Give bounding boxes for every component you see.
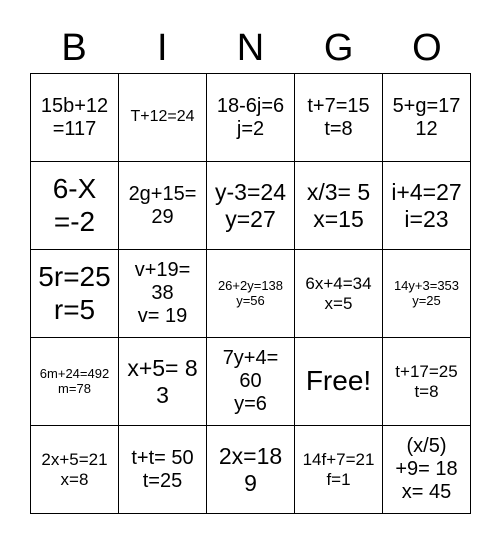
header-letter-i: I [157,27,168,69]
bingo-cell-r3-c4[interactable]: 6x+4=34 x=5 [295,250,383,338]
bingo-cell-r1-c3[interactable]: 18-6j=6 j=2 [207,74,295,162]
bingo-cell-r3-c3[interactable]: 26+2y=138 y=56 [207,250,295,338]
bingo-cell-r4-c3[interactable]: 7y+4= 60 y=6 [207,338,295,426]
bingo-cell-r5-c3[interactable]: 2x=18 9 [207,426,295,514]
bingo-cell-r5-c1[interactable]: 2x+5=21 x=8 [31,426,119,514]
header-letter-b: B [61,27,87,69]
bingo-cell-r2-c3[interactable]: y-3=24 y=27 [207,162,295,250]
bingo-header [30,22,471,74]
bingo-cell-r2-c4[interactable]: x/3= 5 x=15 [295,162,383,250]
bingo-cell-r2-c5[interactable]: i+4=27 i=23 [383,162,471,250]
bingo-cell-r4-c4-free[interactable]: Free! [295,338,383,426]
header-letter-g: G [323,27,354,69]
bingo-cell-r4-c5[interactable]: t+17=25 t=8 [383,338,471,426]
bingo-cell-r3-c5[interactable]: 14y+3=353 y=25 [383,250,471,338]
bingo-cell-r4-c2[interactable]: x+5= 8 3 [119,338,207,426]
bingo-cell-r1-c2[interactable]: T+12=24 [119,74,207,162]
bingo-cell-r1-c5[interactable]: 5+g=17 12 [383,74,471,162]
bingo-cell-r4-c1[interactable]: 6m+24=492 m=78 [31,338,119,426]
bingo-cell-r1-c4[interactable]: t+7=15 t=8 [295,74,383,162]
bingo-cell-r1-c1[interactable]: 15b+12 =117 [31,74,119,162]
bingo-cell-r3-c1[interactable]: 5r=25 r=5 [31,250,119,338]
bingo-cell-r2-c1[interactable]: 6-X =-2 [31,162,119,250]
bingo-card [30,73,471,514]
header-letter-o: O [412,27,442,69]
bingo-cell-r5-c4[interactable]: 14f+7=21 f=1 [295,426,383,514]
header-letter-n: N [236,27,265,69]
bingo-cell-r2-c2[interactable]: 2g+15= 29 [119,162,207,250]
bingo-cell-r3-c2[interactable]: v+19= 38 v= 19 [119,250,207,338]
bingo-cell-r5-c5[interactable]: (x/5) +9= 18 x= 45 [383,426,471,514]
bingo-cell-r5-c2[interactable]: t+t= 50 t=25 [119,426,207,514]
